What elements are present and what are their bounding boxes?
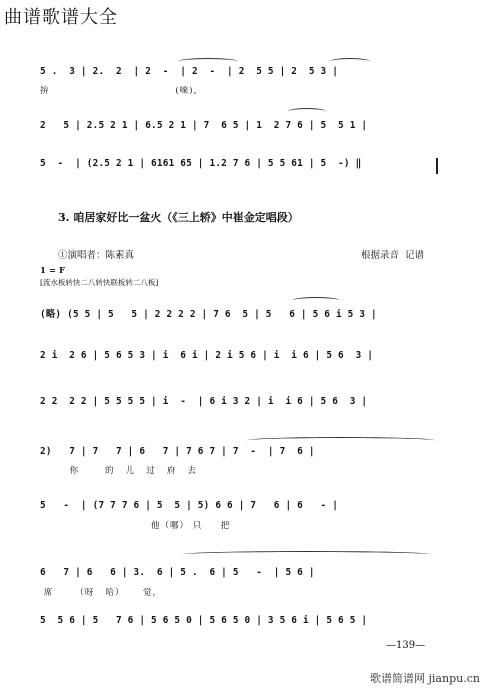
slur bbox=[288, 108, 326, 115]
score-line-2 bbox=[40, 120, 440, 138]
music-line: 6 7 | 6 6 | 3. 6 | 5 . 6 | 5 - | 5 6 | bbox=[40, 567, 315, 578]
score-line-1 bbox=[40, 66, 440, 84]
score-line-5 bbox=[40, 350, 440, 368]
music-line: 2 2 2 2 | 5 5 5 5 | i - | 6 i 3 2 | i i 6 | 5 6 3 | bbox=[40, 396, 368, 407]
slur bbox=[330, 58, 370, 65]
final-barline bbox=[436, 158, 438, 174]
music-line: 2 5 | 2.5 2 1 | 6.5 2 1 | 7 6 5 | 1 2 7 6 | 5 5 1 | bbox=[40, 120, 368, 131]
score-line-4 bbox=[40, 306, 440, 324]
score-line-9 bbox=[40, 567, 440, 585]
music-line: 5 5 6 | 5 7 6 | 5 6 5 0 | 5 6 5 0 | 3 5 6 i | 5 6 5 | bbox=[40, 615, 368, 626]
music-line: 2) 7 | 7 7 | 6 7 | 7 6 7 | 7 - | 7 6 | bbox=[40, 446, 315, 457]
score-line-8 bbox=[40, 500, 440, 518]
key-signature: 1 = F bbox=[40, 266, 65, 276]
slur bbox=[182, 551, 432, 558]
score-line-7 bbox=[40, 446, 440, 464]
score-line-3 bbox=[40, 158, 440, 176]
score-line-10 bbox=[40, 615, 440, 633]
lyric-line: 他（哪） 只 把 bbox=[40, 521, 231, 531]
slur bbox=[178, 58, 238, 65]
lyric-line: 拚 (唻)， bbox=[40, 86, 203, 96]
section-heading: 3. 咱居家好比一盆火（《三上轿》中崔金定唱段） bbox=[58, 211, 299, 224]
performer-credit: ①演唱者：陈素真 bbox=[58, 250, 135, 261]
music-line: 5 - | (2.5 2 1 | 6161 65 | 1.2 7 6 | 5 5 61 | 5 -) ‖ bbox=[40, 158, 362, 169]
music-line: 5 . 3 | 2. 2 | 2 - | 2 - | 2 5 5 | 2 5 3 | bbox=[40, 66, 339, 77]
music-line: 2 i 2 6 | 5 6 5 3 | i 6 i | 2 i 5 6 | i i 6 | 5 6 3 | bbox=[40, 350, 374, 361]
page-number: —139— bbox=[386, 640, 426, 651]
lyric-line: 席 （呀 哈） 觉， bbox=[40, 588, 163, 598]
watermark-logo: 歌谱简谱网 jianpu.cn bbox=[370, 672, 480, 685]
lyric-line: 你 的 儿 过 府 去 bbox=[40, 466, 197, 476]
tempo-marking: [流水板转快二八转快联板转二八板] bbox=[40, 278, 159, 287]
music-line: 5 - | (7 7 7 6 | 5 5 | 5) 6 6 | 7 6 | 6 - | bbox=[40, 500, 339, 511]
score-line-6 bbox=[40, 396, 440, 414]
site-title: 曲谱歌谱大全 bbox=[4, 7, 118, 28]
music-line: (略) (5 5 | 5 5 | 2 2 2 2 | 7 6 5 | 5 6 | 5 6 i 5 3 | bbox=[40, 309, 377, 320]
transcription-source: 根据录音 记谱 bbox=[361, 250, 425, 261]
slur bbox=[246, 437, 436, 444]
slur bbox=[292, 297, 340, 304]
